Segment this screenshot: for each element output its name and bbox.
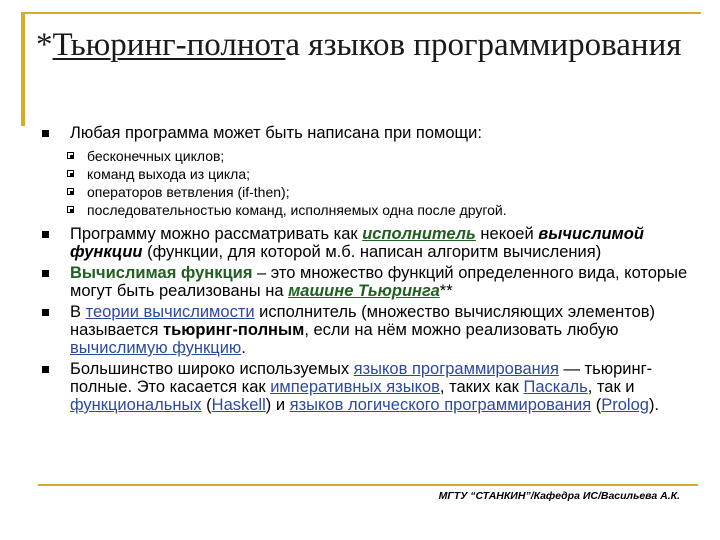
link-programming-languages[interactable]: языков программирования (353, 360, 559, 378)
link-haskell[interactable]: Haskell (211, 396, 266, 414)
slide-title (36, 22, 696, 68)
text: ). (648, 396, 660, 414)
text: (функции, для которой м.б. написан алгоритм вычисления) (142, 243, 602, 261)
bullet-1 (36, 124, 696, 142)
link-executor[interactable]: исполнитель (362, 225, 476, 243)
text: – это множество функций определенного вида, которые могут быть реализованы на (70, 264, 688, 300)
sub-bullet-text: последовательностью команд, исполняемых одна после другой. (87, 202, 507, 218)
text: некоей (475, 225, 539, 243)
text: — тьюринг-полные. Это касается как (70, 360, 653, 396)
checkbox-bullet-icon (67, 170, 74, 177)
link-logic-programming[interactable]: языков логического программирования (289, 396, 592, 414)
term-turing-complete: тьюринг-полным (163, 321, 305, 339)
text: ( (201, 396, 212, 414)
link-pascal[interactable]: Паскаль (523, 378, 588, 396)
checkbox-bullet-icon (67, 188, 74, 195)
square-bullet-icon (42, 309, 49, 316)
text: . (241, 339, 246, 357)
title-rest: а языков программирования (285, 27, 682, 63)
footer-divider (38, 484, 698, 486)
text: , таких как (439, 378, 524, 396)
frame-left-line (21, 12, 25, 126)
sub-bullet-text: операторов ветвления (if-then); (87, 184, 290, 200)
text: , если на нём можно реализовать любую (304, 321, 619, 339)
bullet-3 (36, 264, 696, 300)
link-turing-machine[interactable]: машине Тьюринга (288, 282, 440, 300)
text: , так и (587, 378, 635, 396)
link-computable-function[interactable]: вычислимую функцию (70, 339, 242, 357)
sub-bullet-list (62, 147, 696, 219)
emphasis-computable-function: вычислимой функции (70, 225, 644, 261)
frame-top-line (21, 12, 701, 14)
text: исполнитель (множество вычисляющих элементов) называется (70, 303, 656, 339)
sub-bullet (62, 147, 696, 165)
text: Программу можно рассматривать как (70, 225, 363, 243)
text: ( (591, 396, 602, 414)
text: Большинство широко используемых (70, 360, 354, 378)
square-bullet-icon (42, 366, 49, 373)
bullet-1-text: Любая программа может быть написана при помощи: (70, 124, 482, 142)
checkbox-bullet-icon (67, 206, 74, 213)
text: ** (439, 282, 453, 300)
title-underlined: Тьюринг-полнот (52, 27, 286, 63)
slide-content (36, 124, 696, 414)
text: В (70, 303, 86, 321)
link-computability-theory[interactable]: теории вычислимости (85, 303, 255, 321)
bullet-4 (36, 303, 696, 357)
square-bullet-icon (42, 270, 49, 277)
sub-bullet-text: команд выхода из цикла; (87, 166, 251, 182)
checkbox-bullet-icon (67, 152, 74, 159)
link-imperative-languages[interactable]: императивных языков (270, 378, 440, 396)
square-bullet-icon (42, 231, 49, 238)
sub-bullet (62, 183, 696, 201)
link-functional[interactable]: функциональных (70, 396, 202, 414)
link-prolog[interactable]: Prolog (601, 396, 649, 414)
text: ) и (265, 396, 290, 414)
bullet-5 (36, 360, 696, 414)
sub-bullet-text: бесконечных циклов; (87, 148, 225, 164)
bullet-2 (36, 225, 696, 261)
square-bullet-icon (42, 130, 49, 137)
sub-bullet (62, 201, 696, 219)
sub-bullet (62, 165, 696, 183)
title-prefix: * (36, 27, 53, 63)
term-computable-function: Вычислимая функция (70, 264, 253, 282)
footer-credit: МГТУ “СТАНКИН”/Кафедра ИС/Васильева А.К. (438, 490, 680, 502)
